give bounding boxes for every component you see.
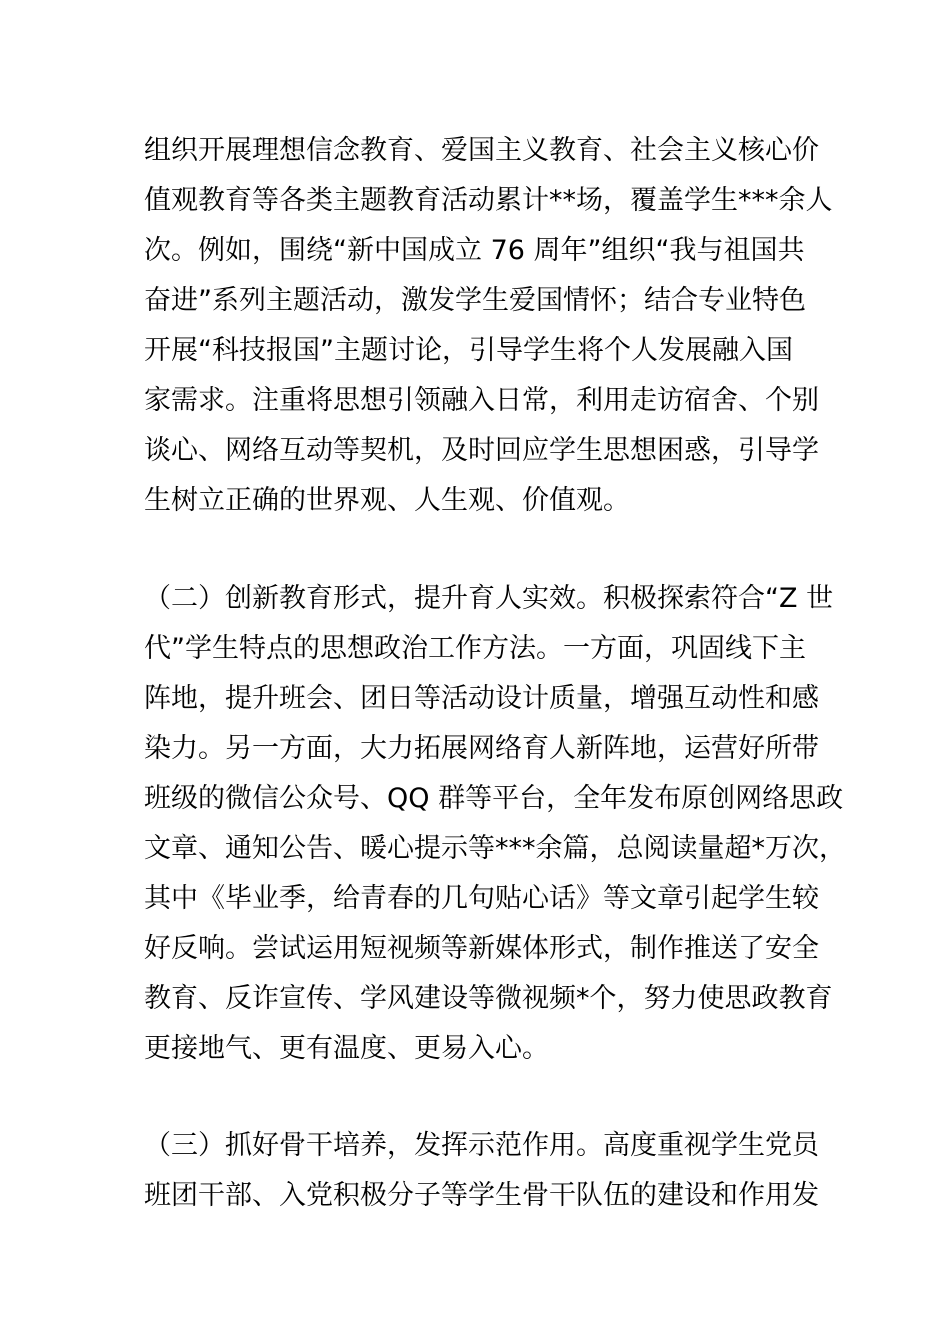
paragraph-line: 奋进”系列主题活动，激发学生爱国情怀；结合专业特色 <box>144 285 806 316</box>
paragraph-line: 家需求。注重将思想引领融入日常，利用走访宿舍、个别 <box>144 385 819 416</box>
paragraph-line: （二）创新教育形式，提升育人实效。积极探索符合“Z 世 <box>144 583 834 614</box>
paragraph-line: 其中《毕业季，给青春的几句贴心话》等文章引起学生较 <box>144 883 819 914</box>
paragraph-line: 好反响。尝试运用短视频等新媒体形式，制作推送了安全 <box>144 933 819 964</box>
paragraph-line: 更接地气、更有温度、更易入心。 <box>144 1033 549 1064</box>
paragraph-line: 文章、通知公告、暖心提示等***余篇，总阅读量超*万次， <box>144 833 846 864</box>
paragraph-line: 值观教育等各类主题教育活动累计**场，覆盖学生***余人 <box>144 185 833 216</box>
paragraph-line: 班团干部、入党积极分子等学生骨干队伍的建设和作用发 <box>144 1180 819 1211</box>
paragraph-line: 代”学生特点的思想政治工作方法。一方面，巩固线下主 <box>144 633 806 664</box>
paragraph-line: 组织开展理想信念教育、爱国主义教育、社会主义核心价 <box>144 135 819 166</box>
paragraph-line: 谈心、网络互动等契机，及时回应学生思想困惑，引导学 <box>144 435 819 466</box>
paragraph-line: 阵地，提升班会、团日等活动设计质量，增强互动性和感 <box>144 683 819 714</box>
paragraph-line: 开展“科技报国”主题讨论，引导学生将个人发展融入国 <box>144 335 793 366</box>
paragraph-line: 教育、反诈宣传、学风建设等微视频*个，努力使思政教育 <box>144 983 833 1014</box>
paragraph-line: 班级的微信公众号、QQ 群等平台，全年发布原创网络思政 <box>144 783 844 814</box>
paragraph-line: 染力。另一方面，大力拓展网络育人新阵地，运营好所带 <box>144 733 819 764</box>
paragraph-line: 次。例如，围绕“新中国成立 76 周年”组织“我与祖国共 <box>144 235 805 266</box>
paragraph-line: 生树立正确的世界观、人生观、价值观。 <box>144 485 630 516</box>
paragraph-line: （三）抓好骨干培养，发挥示范作用。高度重视学生党员 <box>144 1130 819 1161</box>
